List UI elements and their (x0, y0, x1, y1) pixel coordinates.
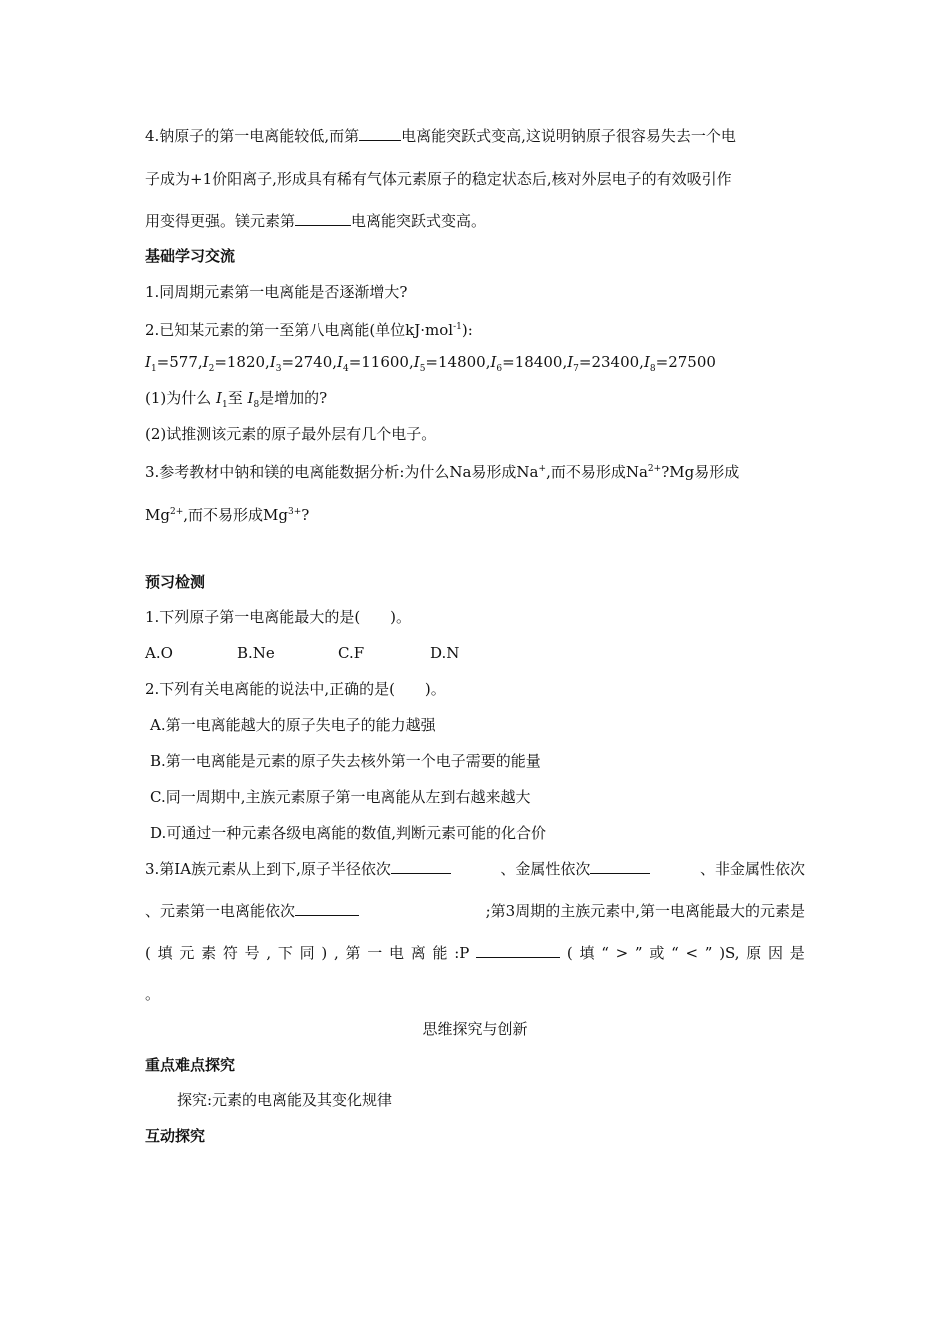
subscript: 7 (573, 364, 579, 374)
text: ( (145, 944, 151, 962)
option-b[interactable]: B.Ne (237, 644, 275, 662)
answer-blank[interactable] (295, 901, 359, 916)
preview-q2-option-b[interactable]: B.第一电离能是元素的原子失去核外第一个电子需要的能量 (150, 752, 541, 770)
symbol: I (413, 353, 420, 371)
text: ;第3周期的主族元素中,第一电离能最大的元素是 (485, 902, 805, 920)
preview-q1-options (145, 643, 459, 663)
intro-q4-line1 (145, 126, 736, 146)
text: Mg (145, 506, 170, 524)
ionization-value (337, 353, 414, 374)
text: 符 (222, 944, 238, 962)
text: 电 (388, 944, 404, 962)
option-a[interactable]: A.O (145, 644, 173, 662)
text (500, 859, 650, 879)
text: “ (671, 944, 679, 962)
text: 电离能突跃式变高。 (351, 212, 487, 230)
text: ,而不易形成Na (546, 463, 648, 481)
text: ,而不易形成Mg (183, 506, 288, 524)
text: 电离能突跃式变高,这说明钠原子很容易失去一个电 (401, 127, 736, 145)
text: ” (634, 944, 643, 962)
text: 4.钠原子的第一电离能较低,而第 (145, 127, 360, 145)
superscript: + (538, 464, 547, 474)
subscript: 3 (275, 364, 282, 374)
symbol: I (337, 353, 343, 371)
symbol: I (269, 353, 276, 371)
text: , (333, 944, 339, 962)
preview-q2-option-a[interactable]: A.第一电离能越大的原子失电子的能力越强 (150, 716, 436, 734)
text: ? (301, 506, 310, 524)
text: ): (461, 321, 473, 339)
subscript: 2 (208, 364, 215, 374)
text: 素 (201, 944, 217, 962)
text: 是 (789, 944, 805, 962)
symbol: I (643, 353, 650, 371)
text: ?Mg易形成 (661, 463, 740, 481)
text: 填 (157, 944, 173, 962)
value: =2740, (281, 353, 338, 371)
section-heading-key-points: 重点难点探究 (145, 1056, 236, 1074)
subscript: 8 (649, 364, 656, 374)
superscript: -1 (453, 322, 462, 332)
basic-q3-line2 (145, 502, 309, 525)
text: 是增加的? (259, 389, 328, 407)
subscript: 1 (221, 400, 228, 410)
value: =27500 (655, 353, 716, 371)
preview-q3-line1 (145, 859, 805, 879)
symbol: I (490, 353, 497, 371)
symbol: I (567, 353, 574, 371)
basic-q2-2: (2)试推测该元素的原子最外层有几个电子。 (145, 425, 437, 443)
superscript: 3+ (287, 507, 302, 517)
subscript: 1 (150, 364, 157, 374)
ionization-value (202, 353, 270, 374)
value: =14800, (425, 353, 491, 371)
text: 号 (244, 944, 260, 962)
text: 至 (227, 389, 243, 407)
section-heading-interactive: 互动探究 (145, 1127, 206, 1145)
ionization-value (490, 353, 568, 374)
option-c[interactable]: C.F (338, 644, 365, 662)
text: 因 (768, 944, 784, 962)
preview-q3-line3 (145, 943, 805, 963)
text: 或 (649, 944, 665, 962)
text (145, 859, 451, 879)
text: ” (704, 944, 713, 962)
text: 原 (746, 944, 762, 962)
section-heading-basic: 基础学习交流 (145, 247, 236, 265)
text: 离 (410, 944, 426, 962)
subscript: 5 (419, 364, 426, 374)
preview-q2: 2.下列有关电离能的说法中,正确的是( )。 (145, 680, 446, 698)
section-title-explore: 思维探究与创新 (422, 1020, 528, 1038)
text: 元 (179, 944, 195, 962)
intro-q4-line3 (145, 211, 486, 231)
answer-blank[interactable] (359, 126, 401, 141)
text: ) (321, 944, 328, 962)
preview-q1: 1.下列原子第一电离能最大的是( )。 (145, 608, 412, 626)
text: :P (454, 944, 470, 962)
ionization-values (145, 352, 716, 379)
subscript: 6 (496, 364, 503, 374)
ionization-value (643, 353, 716, 374)
text: 3.参考教材中钠和镁的电离能数据分析:为什么Na易形成Na (145, 463, 539, 481)
text: 一 (367, 944, 383, 962)
text: 同 (299, 944, 315, 962)
text: 、非金属性依次 (699, 860, 805, 878)
text: 、元素第一电离能依次 (145, 902, 296, 920)
value: =23400, (578, 353, 644, 371)
value: =11600, (348, 353, 414, 371)
text: ( (566, 944, 573, 962)
symbol: I (202, 353, 209, 371)
value: =577, (156, 353, 203, 371)
answer-blank[interactable] (476, 943, 560, 958)
answer-blank[interactable] (590, 859, 650, 874)
text: 第 (345, 944, 361, 962)
text: (1)为什么 (145, 389, 212, 407)
preview-q3-line4: 。 (145, 985, 161, 1003)
section-heading-preview: 预习检测 (145, 573, 206, 591)
ionization-value (567, 353, 644, 374)
basic-q2 (145, 317, 473, 340)
text: > (615, 944, 629, 962)
text: )S, (719, 944, 740, 962)
basic-q1: 1.同周期元素第一电离能是否逐渐增大? (145, 283, 408, 301)
ionization-value (413, 353, 491, 374)
preview-q3-line2 (145, 901, 805, 921)
superscript: 2+ (169, 507, 184, 517)
text: 3.第ⅠA族元素从上到下,原子半径依次 (145, 860, 391, 878)
answer-blank[interactable] (391, 859, 451, 874)
symbol: I (145, 353, 151, 371)
preview-q2-option-d[interactable]: D.可通过一种元素各级电离能的数值,判断元素可能的化合价 (150, 824, 547, 842)
value: =18400, (502, 353, 568, 371)
subscript: 8 (253, 400, 260, 410)
text: 、金属性依次 (500, 860, 591, 878)
value: =1820, (214, 353, 270, 371)
text: 2.已知某元素的第一至第八电离能(单位kJ·mol (145, 321, 454, 339)
text: 下 (277, 944, 293, 962)
ionization-value (269, 353, 338, 374)
preview-q2-option-c[interactable]: C.同一周期中,主族元素原子第一电离能从左到右越来越大 (150, 788, 531, 806)
text (145, 901, 359, 921)
option-d[interactable]: D.N (430, 644, 460, 662)
basic-q3-line1 (145, 459, 739, 482)
text: < (685, 944, 699, 962)
text: 用变得更强。镁元素第 (145, 212, 296, 230)
text: 填 (579, 944, 595, 962)
answer-blank[interactable] (295, 211, 351, 226)
explore-item: 探究:元素的电离能及其变化规律 (177, 1091, 393, 1109)
symbol: I (247, 389, 254, 407)
text: 能 (432, 944, 448, 962)
subscript: 4 (342, 364, 349, 374)
text: , (266, 944, 272, 962)
basic-q2-1 (145, 388, 327, 415)
text: “ (601, 944, 609, 962)
ionization-value (145, 353, 203, 374)
superscript: 2+ (647, 464, 662, 474)
symbol: I (216, 389, 222, 407)
intro-q4-line2: 子成为+1价阳离子,形成具有稀有气体元素原子的稳定状态后,核对外层电子的有效吸引作 (145, 170, 732, 188)
